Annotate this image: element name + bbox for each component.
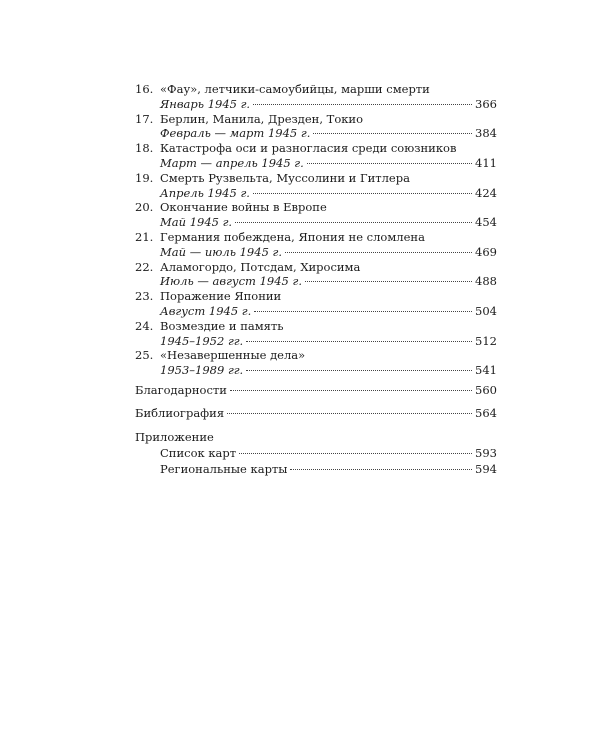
page-number: 384 (475, 126, 497, 141)
dot-leader (253, 193, 472, 194)
chapter-date: 1945–1952 гг. (160, 333, 244, 348)
dot-leader (290, 469, 472, 470)
section-label: Библиография (135, 405, 225, 420)
dot-leader (305, 281, 472, 282)
toc-appendix (135, 429, 497, 477)
appendix-heading: Приложение (135, 429, 214, 444)
chapter-title: Аламогордо, Потсдам, Хиросима (160, 259, 361, 274)
page-number: 454 (475, 215, 497, 230)
chapter-date: 1953–1989 гг. (160, 363, 244, 378)
toc-chapter-23[interactable] (135, 289, 497, 319)
page-number: 366 (475, 96, 497, 111)
toc-regional-maps[interactable] (160, 461, 497, 477)
chapter-number: 17. (135, 111, 154, 126)
chapter-title: Смерть Рузвельта, Муссолини и Гитлера (160, 170, 410, 185)
dot-leader (227, 413, 472, 414)
dot-leader (230, 390, 472, 391)
chapter-date: Июль — август 1945 г. (160, 274, 302, 289)
chapter-number: 20. (135, 200, 154, 215)
chapter-number: 18. (135, 141, 154, 156)
chapter-date: Май — июль 1945 г. (160, 244, 283, 259)
page-number: 564 (475, 405, 497, 420)
chapter-number: 21. (135, 229, 154, 244)
dot-leader (239, 453, 472, 454)
chapter-date: Январь 1945 г. (160, 96, 251, 111)
toc-chapter-24[interactable] (135, 319, 497, 349)
page-number: 504 (475, 303, 497, 318)
section-label: Региональные карты (160, 461, 288, 476)
page-number: 560 (475, 382, 497, 397)
chapter-title: Берлин, Манила, Дрезден, Токио (160, 111, 364, 126)
page-number: 541 (475, 363, 497, 378)
section-label: Благодарности (135, 382, 227, 397)
page-number: 512 (475, 333, 497, 348)
page-number: 593 (475, 445, 497, 460)
toc-map-list[interactable] (160, 445, 497, 461)
dot-leader (246, 370, 472, 371)
chapter-number: 16. (135, 82, 154, 96)
toc-chapter-22[interactable] (135, 260, 497, 290)
chapter-title: Окончание войны в Европе (160, 200, 327, 215)
chapter-date: Август 1945 г. (160, 303, 252, 318)
dot-leader (254, 311, 472, 312)
toc-chapter-18[interactable] (135, 141, 497, 171)
dot-leader (253, 104, 472, 105)
page-number: 424 (475, 185, 497, 200)
toc-chapter-20[interactable] (135, 200, 497, 230)
chapter-number: 25. (135, 348, 154, 363)
toc-acknowledgements[interactable] (135, 382, 497, 398)
chapter-number: 19. (135, 170, 154, 185)
chapter-title: «Незавершенные дела» (160, 348, 306, 363)
dot-leader (285, 252, 472, 253)
chapter-title: Катастрофа оси и разногласия среди союзников (160, 141, 457, 156)
section-label: Список карт (160, 445, 237, 460)
dot-leader (246, 341, 472, 342)
chapter-date: Февраль — март 1945 г. (160, 126, 311, 141)
chapter-number: 24. (135, 318, 154, 333)
chapter-date: Апрель 1945 г. (160, 185, 250, 200)
dot-leader (307, 163, 472, 164)
dot-leader (235, 222, 472, 223)
toc-chapter-21[interactable] (135, 230, 497, 260)
page-number: 469 (475, 244, 497, 259)
page-number: 594 (475, 461, 497, 476)
chapter-title: «Фау», летчики-самоубийцы, марши смерти (160, 82, 430, 96)
page-number: 488 (475, 274, 497, 289)
chapter-number: 23. (135, 289, 154, 304)
chapter-date: Май 1945 г. (160, 215, 233, 230)
dot-leader (313, 133, 472, 134)
toc-chapter-19[interactable] (135, 171, 497, 201)
table-of-contents (135, 82, 497, 477)
page-number: 411 (475, 155, 497, 170)
chapter-date: Март — апрель 1945 г. (160, 155, 304, 170)
chapter-title: Возмездие и память (160, 318, 284, 333)
toc-bibliography[interactable] (135, 405, 497, 421)
toc-chapter-16[interactable] (135, 82, 497, 112)
toc-chapter-25[interactable] (135, 348, 497, 378)
chapter-title: Германия побеждена, Япония не сломлена (160, 229, 425, 244)
chapter-number: 22. (135, 259, 154, 274)
toc-chapter-17[interactable] (135, 112, 497, 142)
chapter-title: Поражение Японии (160, 289, 282, 304)
